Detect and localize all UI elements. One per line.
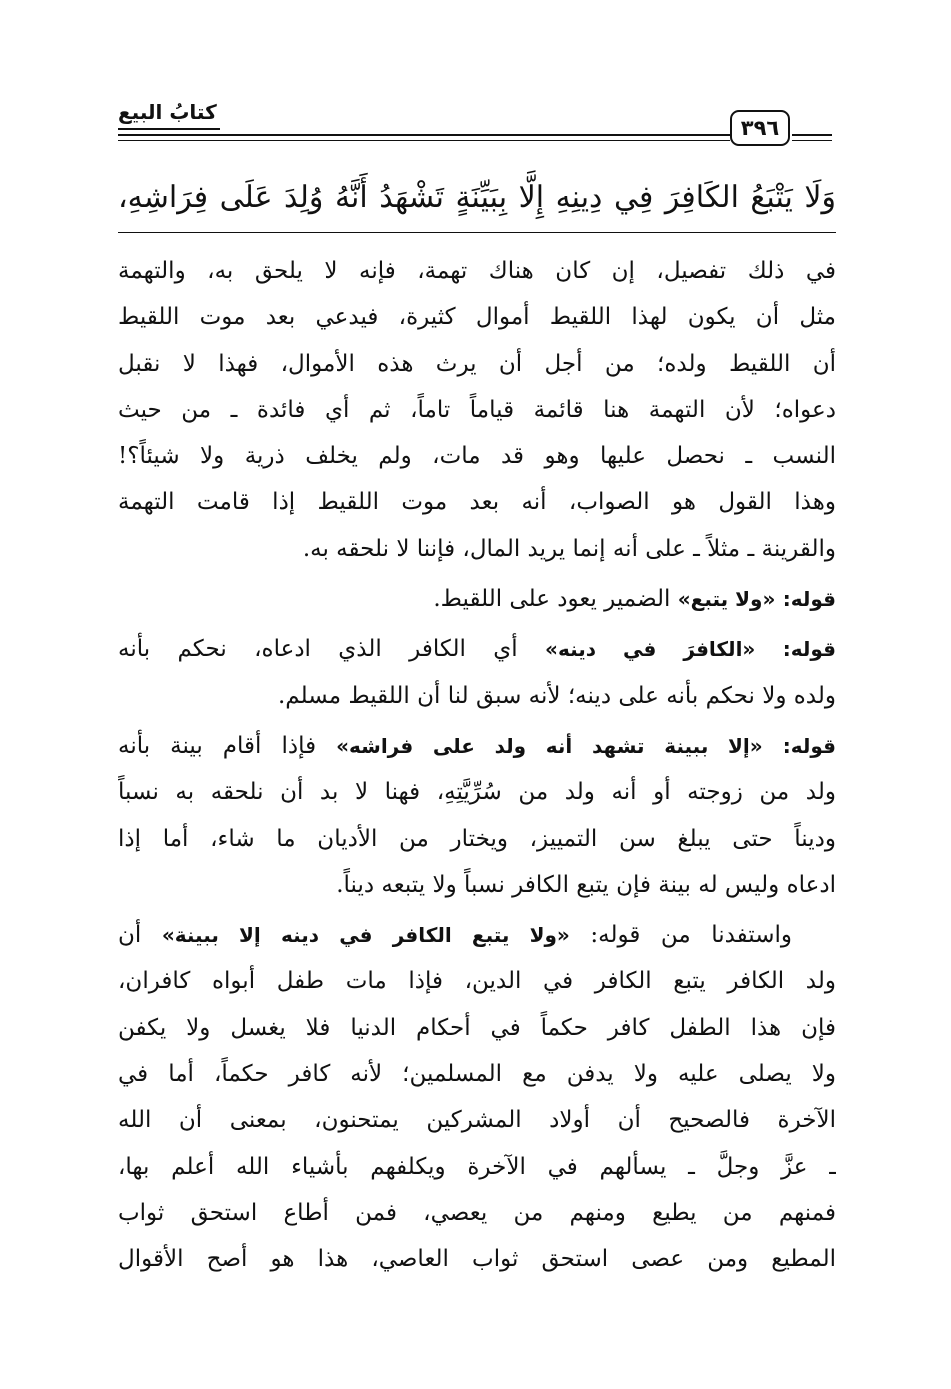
matn-separator-rule	[118, 232, 836, 233]
header-title-underline	[118, 128, 220, 130]
commentary-text: أن	[118, 922, 142, 949]
text-line: المطيع ومن عصى استحق ثواب العاصي، هذا هو أصح الأقوال	[118, 1246, 836, 1273]
commentary-text: واستفدنا من قوله:	[590, 922, 793, 949]
text-line: وديناً حتى يبلغ سن التمييز، ويختار من الأديان ما شاء، أما إذا	[118, 825, 836, 852]
matn-quote: «الكافرَ في دينه»	[545, 637, 756, 662]
matn-quote: «ولا يتبع الكافر في دينه إلا ببينة»	[161, 923, 570, 948]
running-header-title: كتابُ البيع	[118, 100, 217, 124]
matn-text: وَلَا يَتْبَعُ الكَافِرَ فِي دِينِهِ إِلَّا بِبَيِّنَةٍ تَشْهَدُ أَنَّهُ وُلِدَ عَلَى فِرَاشِهِ،	[118, 180, 836, 215]
header-rule-right	[792, 134, 832, 136]
matn-quote: «إلا ببينة تشهد أنه ولد على فراشه»	[336, 733, 763, 758]
paragraph-3	[118, 626, 836, 719]
commentary-text: الضمير يعود على اللقيط.	[433, 586, 671, 613]
page-number-box	[730, 110, 790, 146]
paragraph-5	[118, 912, 836, 1282]
matn-quote: «ولا يتبع»	[677, 587, 776, 612]
text-line: ولد الكافر يتبع الكافر في الدين، فإذا مات طفل أبواه كافران،	[118, 968, 836, 995]
text-line: وهذا القول هو الصواب، أنه بعد موت اللقيط إذا قامت التهمة	[118, 489, 836, 516]
text-line: ولد من زوجته أو أنه ولد من سُرِّيَّتِهِ، فهنا لا بد أن نلحقه به نسباً	[118, 779, 836, 806]
text-line: فإن هذا الطفل كافر حكماً في أحكام الدنيا فلا يغسل ولا يكفن	[118, 1014, 836, 1041]
text-line: أن اللقيط ولده؛ من أجل أن يرث هذه الأموال، فهذا لا نقبل	[118, 350, 836, 377]
page-number: ٣٩٦	[740, 116, 780, 140]
header-rule-thin	[118, 140, 730, 141]
text-line	[118, 723, 836, 769]
text-line	[118, 626, 836, 672]
text-line: ادعاه وليس له بينة فإن يتبع الكافر نسباً ولا يتبعه ديناً.	[336, 871, 836, 898]
commentary-text: أي الكافر الذي ادعاه، نحكم بأنه	[118, 636, 518, 663]
text-line: والقرينة ـ مثلاً ـ على أنه إنما يريد المال، فإننا لا نلحقه به.	[302, 535, 836, 562]
paragraph-2	[118, 576, 836, 622]
header-rule-right-thin	[792, 140, 832, 141]
qawluhu-label: قوله:	[782, 733, 836, 758]
text-line: دعواه؛ لأن التهمة هنا قائمة قياماً تاماً، ثم أي فائدة ـ من حيث	[118, 396, 836, 423]
text-line: مثل أن يكون لهذا اللقيط أموال كثيرة، فيدعي بعد موت اللقيط	[118, 304, 836, 331]
text-line	[118, 576, 836, 622]
text-line: النسب ـ نحصل عليها وهو قد مات، ولم يخلف ذرية ولا شيئاً؟!	[118, 443, 836, 470]
paragraph-1	[118, 248, 836, 572]
text-line: ـ عزَّ وجلَّ ـ يسألهم في الآخرة ويكلفهم بأشياء الله أعلم بها،	[118, 1153, 836, 1180]
paragraph-4	[118, 723, 836, 908]
qawluhu-label: قوله:	[782, 587, 836, 612]
text-line: فمنهم من يطيع ومنهم من يعصي، فمن أطاع استحق ثواب	[118, 1199, 836, 1226]
header-rule	[118, 134, 730, 136]
text-line: في ذلك تفصيل، إن كان هناك تهمة، فإنه لا يلحق به، والتهمة	[118, 258, 836, 284]
text-line	[118, 912, 836, 958]
commentary-body	[118, 248, 836, 1283]
text-line: ولده ولا نحكم بأنه على دينه؛ لأنه سبق لنا أن اللقيط مسلم.	[278, 682, 836, 709]
commentary-text: فإذا أقام بينة بأنه	[118, 732, 317, 759]
qawluhu-label: قوله:	[782, 637, 836, 662]
text-line: ولا يصلى عليه ولا يدفن مع المسلمين؛ لأنه كافر حكماً، أما في	[118, 1061, 836, 1088]
text-line: الآخرة فالصحيح أن أولاد المشركين يمتحنون، بمعنى أن الله	[118, 1107, 836, 1134]
